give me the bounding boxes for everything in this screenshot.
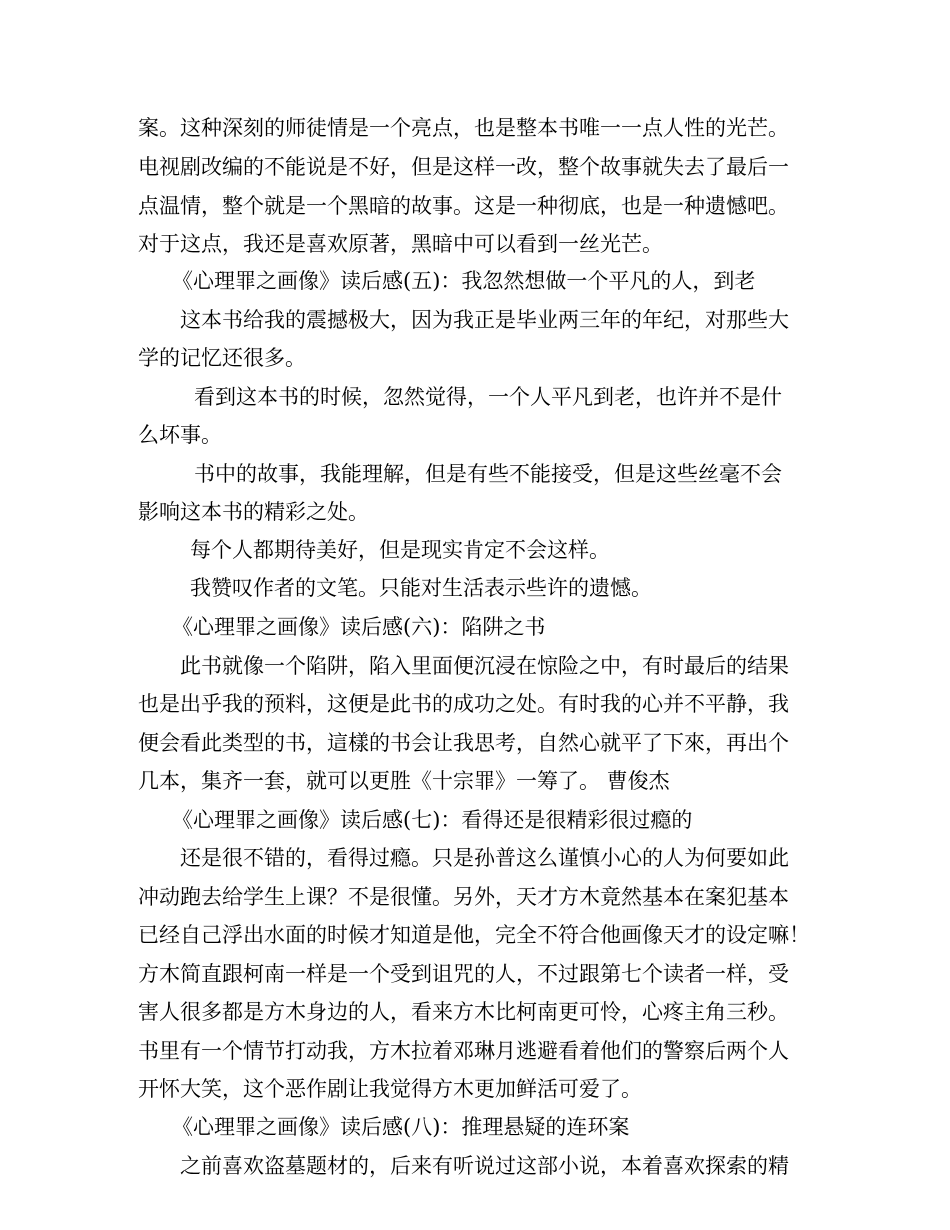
body-text-line: 还是很不错的，看得过瘾。只是孙普这么谨慎小心的人为何要如此 [180,846,789,870]
body-text-line: 开怀大笑，这个恶作剧让我觉得方木更加鲜活可爱了。 [138,1077,642,1101]
body-text-line: 我赞叹作者的文笔。只能对生活表示些许的遗憾。 [190,576,652,600]
body-text-line: 点温情，整个就是一个黑暗的故事。这是一种彻底，也是一种遗憾吧。 [138,194,789,218]
body-text-line: 几本，集齐一套，就可以更胜《十宗罪》一筹了。 曹俊杰 [138,769,670,793]
body-text-line: 已经自己浮出水面的时候才知道是他，完全不符合他画像天才的设定嘛！ [138,923,810,947]
body-text-line: 学的记忆还很多。 [138,346,306,370]
body-text-line: 电视剧改编的不能说是不好，但是这样一改，整个故事就失去了最后一 [138,155,789,179]
body-text-line: 书里有一个情节打动我，方木拉着邓琳月逃避看着他们的警察后两个人 [138,1039,789,1063]
body-text-line: 影响这本书的精彩之处。 [138,500,369,524]
section-heading: 《心理罪之画像》读后感(六)：陷阱之书 [172,615,546,639]
body-text-line: 害人很多都是方木身边的人，看来方木比柯南更可怜，心疼主角三秒。 [138,1000,789,1024]
body-text-line: 看到这本书的时候，忽然觉得，一个人平凡到老，也许并不是什 [194,385,782,409]
section-heading: 《心理罪之画像》读后感(七)：看得还是很精彩很过瘾的 [172,808,693,832]
body-text-line: 么坏事。 [138,423,222,447]
body-text-line: 书中的故事，我能理解，但是有些不能接受，但是这些丝毫不会 [194,462,782,486]
body-text-line: 此书就像一个陷阱，陷入里面便沉浸在惊险之中，有时最后的结果 [180,654,789,678]
body-text-line: 案。这种深刻的师徒情是一个亮点，也是整本书唯一一点人性的光芒。 [138,116,789,140]
body-text-line: 便会看此类型的书，這樣的书会让我思考，自然心就平了下來，再出个 [138,731,789,755]
body-text-line: 这本书给我的震撼极大，因为我正是毕业两三年的年纪，对那些大 [180,308,789,332]
body-text-line: 方木简直跟柯南一样是一个受到诅咒的人，不过跟第七个读者一样，受 [138,962,789,986]
section-heading: 《心理罪之画像》读后感(八)：推理悬疑的连环案 [172,1115,630,1139]
body-text-line: 也是出乎我的预料，这便是此书的成功之处。有时我的心并不平静，我 [138,692,789,716]
section-heading: 《心理罪之画像》读后感(五)：我忽然想做一个平凡的人，到老 [172,269,756,293]
body-text-line: 冲动跑去给学生上课？不是很懂。另外，天才方木竟然基本在案犯基本 [138,885,789,909]
body-text-line: 之前喜欢盗墓题材的，后来有听说过这部小说，本着喜欢探索的精 [180,1154,789,1178]
body-text-line: 每个人都期待美好，但是现实肯定不会这样。 [190,538,610,562]
body-text-line: 对于这点，我还是喜欢原著，黑暗中可以看到一丝光芒。 [138,232,663,256]
